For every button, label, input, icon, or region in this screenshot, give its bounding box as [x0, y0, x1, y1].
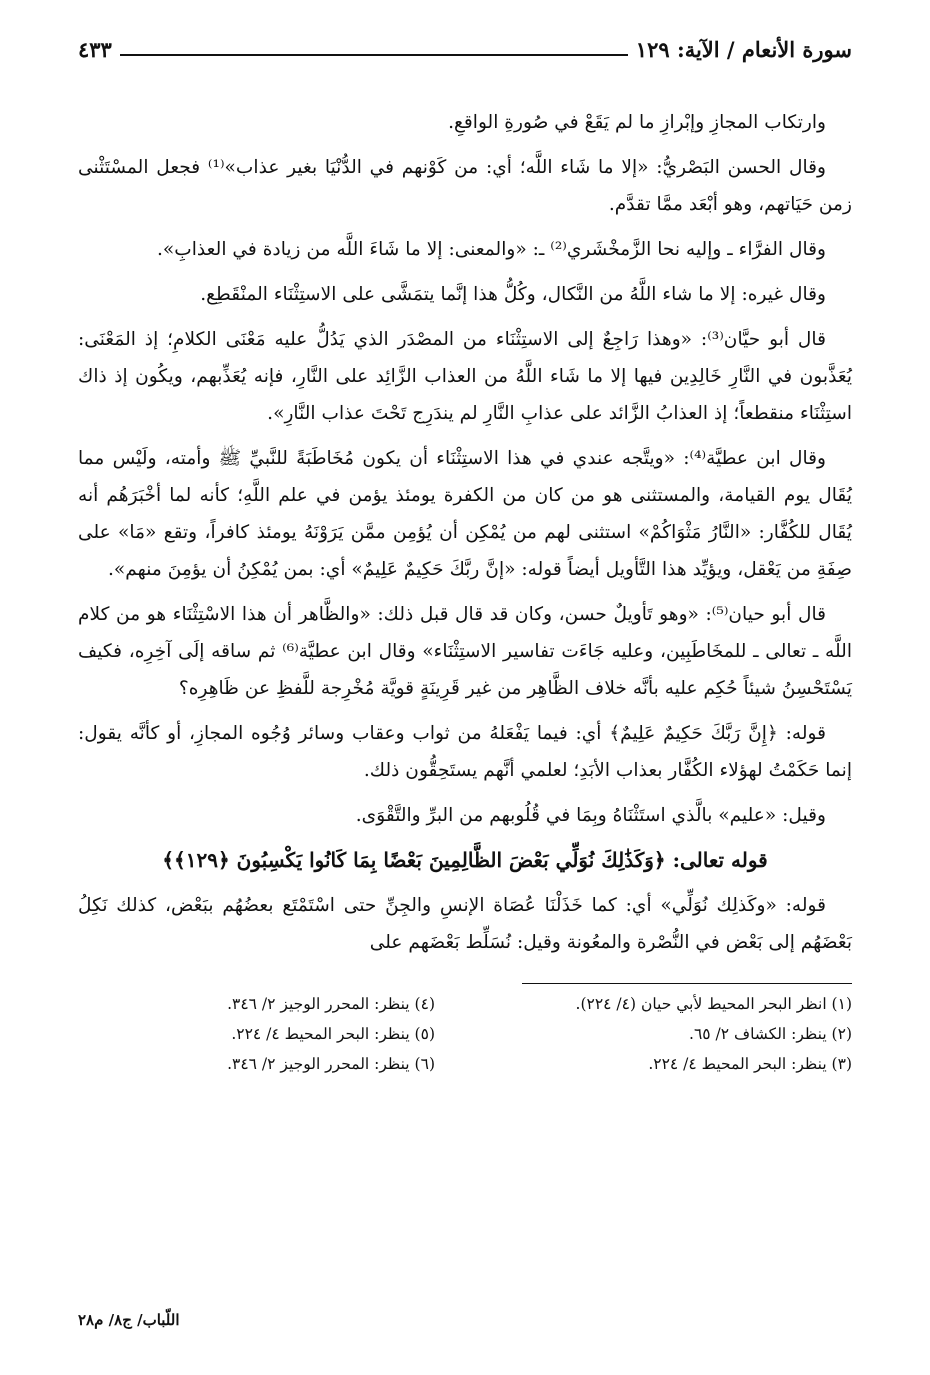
paragraph: وقال غيره: إلا ما شاء اللَّهُ من النَّكال، وكُلُّ هذا إنَّما يتمَشَّى على الاستِثْنَاء المنْقَطِع.: [200, 284, 826, 305]
header-rule: [120, 54, 628, 56]
signature-mark: اللّباب/ ج٨/ م٢٨: [78, 1311, 180, 1329]
surah-verse-title: سورة الأنعام / الآية: ١٢٩: [635, 37, 852, 62]
footnote: (٦) ينظر: المحرر الوجيز ٢/ ٣٤٦.: [227, 1055, 435, 1073]
footnotes: [78, 992, 852, 1076]
footnote: (٤) ينظر: المحرر الوجيز ٢/ ٣٤٦.: [227, 995, 435, 1013]
running-header: [78, 28, 852, 62]
paragraph: وارتكاب المجازِ وإبْرازِ ما لم يَقَعْ في صُورةِ الواقعِ.: [448, 112, 826, 133]
paragraph: وقيل: «عليم» بالَّذي استَثْنَاهُ وبِمَا في قُلُوبهم من البرِّ والتَّقْوَى.: [355, 805, 826, 826]
footnote: (٣) ينظر: البحر المحيط ٤/ ٢٢٤.: [648, 1055, 852, 1073]
page-number: ٤٣٣: [78, 37, 112, 62]
paragraph: وقال الحسن البَصْريُّ: «إلا ما شَاء اللَّه؛ أي: من كَوْنهم في الدُّنْيَا بغير عذاب»⁽¹⁾ فجعل المسْتَثْنى زمن حَيَاتهم، وهو أبْعَد ممَّا تقدَّم.: [78, 157, 852, 215]
footnote: (١) انظر البحر المحيط لأبي حيان (٤/ ٢٢٤).: [575, 995, 852, 1013]
footnote: (٢) ينظر: الكشاف ٢/ ٦٥.: [689, 1025, 852, 1043]
paragraph: وقال ابن عطيَّة⁽⁴⁾: «ويتَّجه عندي في هذا الاستِثْنَاء أن يكون مُخَاطَبَةً للنَّبيِّ ﷺ وأمته، ولَيْس مما يُقَال يوم القيامة، والمستثنى هو من كان من الكفرة يومئذ يؤمن في علم اللَّهِ؛ كأنه لما أخْبَرَهُم أنه يُقَال للكُفَّار: «النَّارُ مَثْوَاكُمْ» استثنى لهم من يُمْكِن أن يُؤمِن ممَّن يَرَوْنَهُ يومئذ كافراً، وتقع «مَا» على صِفَةِ من يَعْقل، ويؤيِّد هذا التَّأويل أيضاً قوله: «إنَّ ربَّكَ حَكِيمٌ عَلِيمٌ» أي: بمن يُمْكِنُ أن يؤمِنَ منهم».: [78, 448, 852, 580]
paragraph: قال أبو حيَّان⁽³⁾: «وهذا رَاجِعٌ إلى الاستِثْنَاء من المصْدَر الذي يَدُلُّ عليه مَعْنَى الكلامِ؛ إذ المَعْنَى: يُعَذَّبون في النَّارِ خَالِدِين فيها إلا ما شَاء اللَّهُ من العذاب الزَّائِد على النَّارِ، فإنه يُعَذِّبهم، ويكُون إذ ذاك استِثْنَاء منقطعاً؛ إذ العذابُ الزَّائد على عذابِ النَّارِ لم يندَرِج تَحْتَ عذاب النَّارِ».: [78, 329, 852, 424]
paragraph: وقال الفرَّاء ـ وإليه نحا الزَّمخْشَري⁽²⁾ ـ: «والمعنى: إلا ما شَاءَ اللَّه من زيادة في العذابِ».: [156, 239, 826, 260]
main-text: [78, 104, 852, 961]
footnote-separator: [522, 983, 852, 984]
paragraph: قوله: «وكَذلِك نُوَلِّي» أي: كما خَذَلْنَا عُصَاة الإنسِ والجِنِّ حتى اسْتَمْتَع بعضُهُم ببَعْض، كذلك نَكِلُ بَعْضَهُم إلى بَعْض في النُّصْرة والمعُونة وقيل: نُسَلِّط بَعْضَهم على: [78, 895, 852, 953]
footnote: (٥) ينظر: البحر المحيط ٤/ ٢٢٤.: [231, 1025, 435, 1043]
paragraph: قال أبو حيان⁽⁵⁾: «وهو تَأويلٌ حسن، وكان قد قال قبل ذلك: «والظَّاهر أن هذا الاسْتِثْنَاء هو من كلام اللَّه ـ تعالى ـ للمخَاطَبِين، وعليه جَاءَت تفاسير الاستِثْنَاء» وقال ابن عطيَّة⁽⁶⁾ ثم ساقه إلَى آخِرِه، فكيف يَسْتَحْسِنُ شيئاً حُكِم عليه بأنَّه خلاف الظَّاهِر من غير قَرِينَةٍ قويَّة مُخْرِجة للَّفظِ عن ظَاهِرِه؟: [78, 604, 852, 699]
paragraph: قوله: ﴿إِنَّ رَبَّكَ حَكِيمٌ عَلِيمٌ﴾ أي: فيما يَفْعَلهُ من ثواب وعقاب وسائر وُجُوه المجازِ، أو كأنَّه يقول: إنما حَكَمْتُ لهؤلاء الكُفَّار بعذاب الأبَدِ؛ لعلمي أنَّهم يستَحِقُّون ذلك.: [78, 723, 852, 781]
book-page: [78, 28, 852, 1355]
quran-verse: قوله تعالى: ﴿وَكَذَٰلِكَ نُوَلِّي بَعْضَ الظَّالِمِينَ بَعْضًا بِمَا كَانُوا يَكْسِبُونَ ﴿١٢٩﴾﴾: [162, 848, 768, 872]
